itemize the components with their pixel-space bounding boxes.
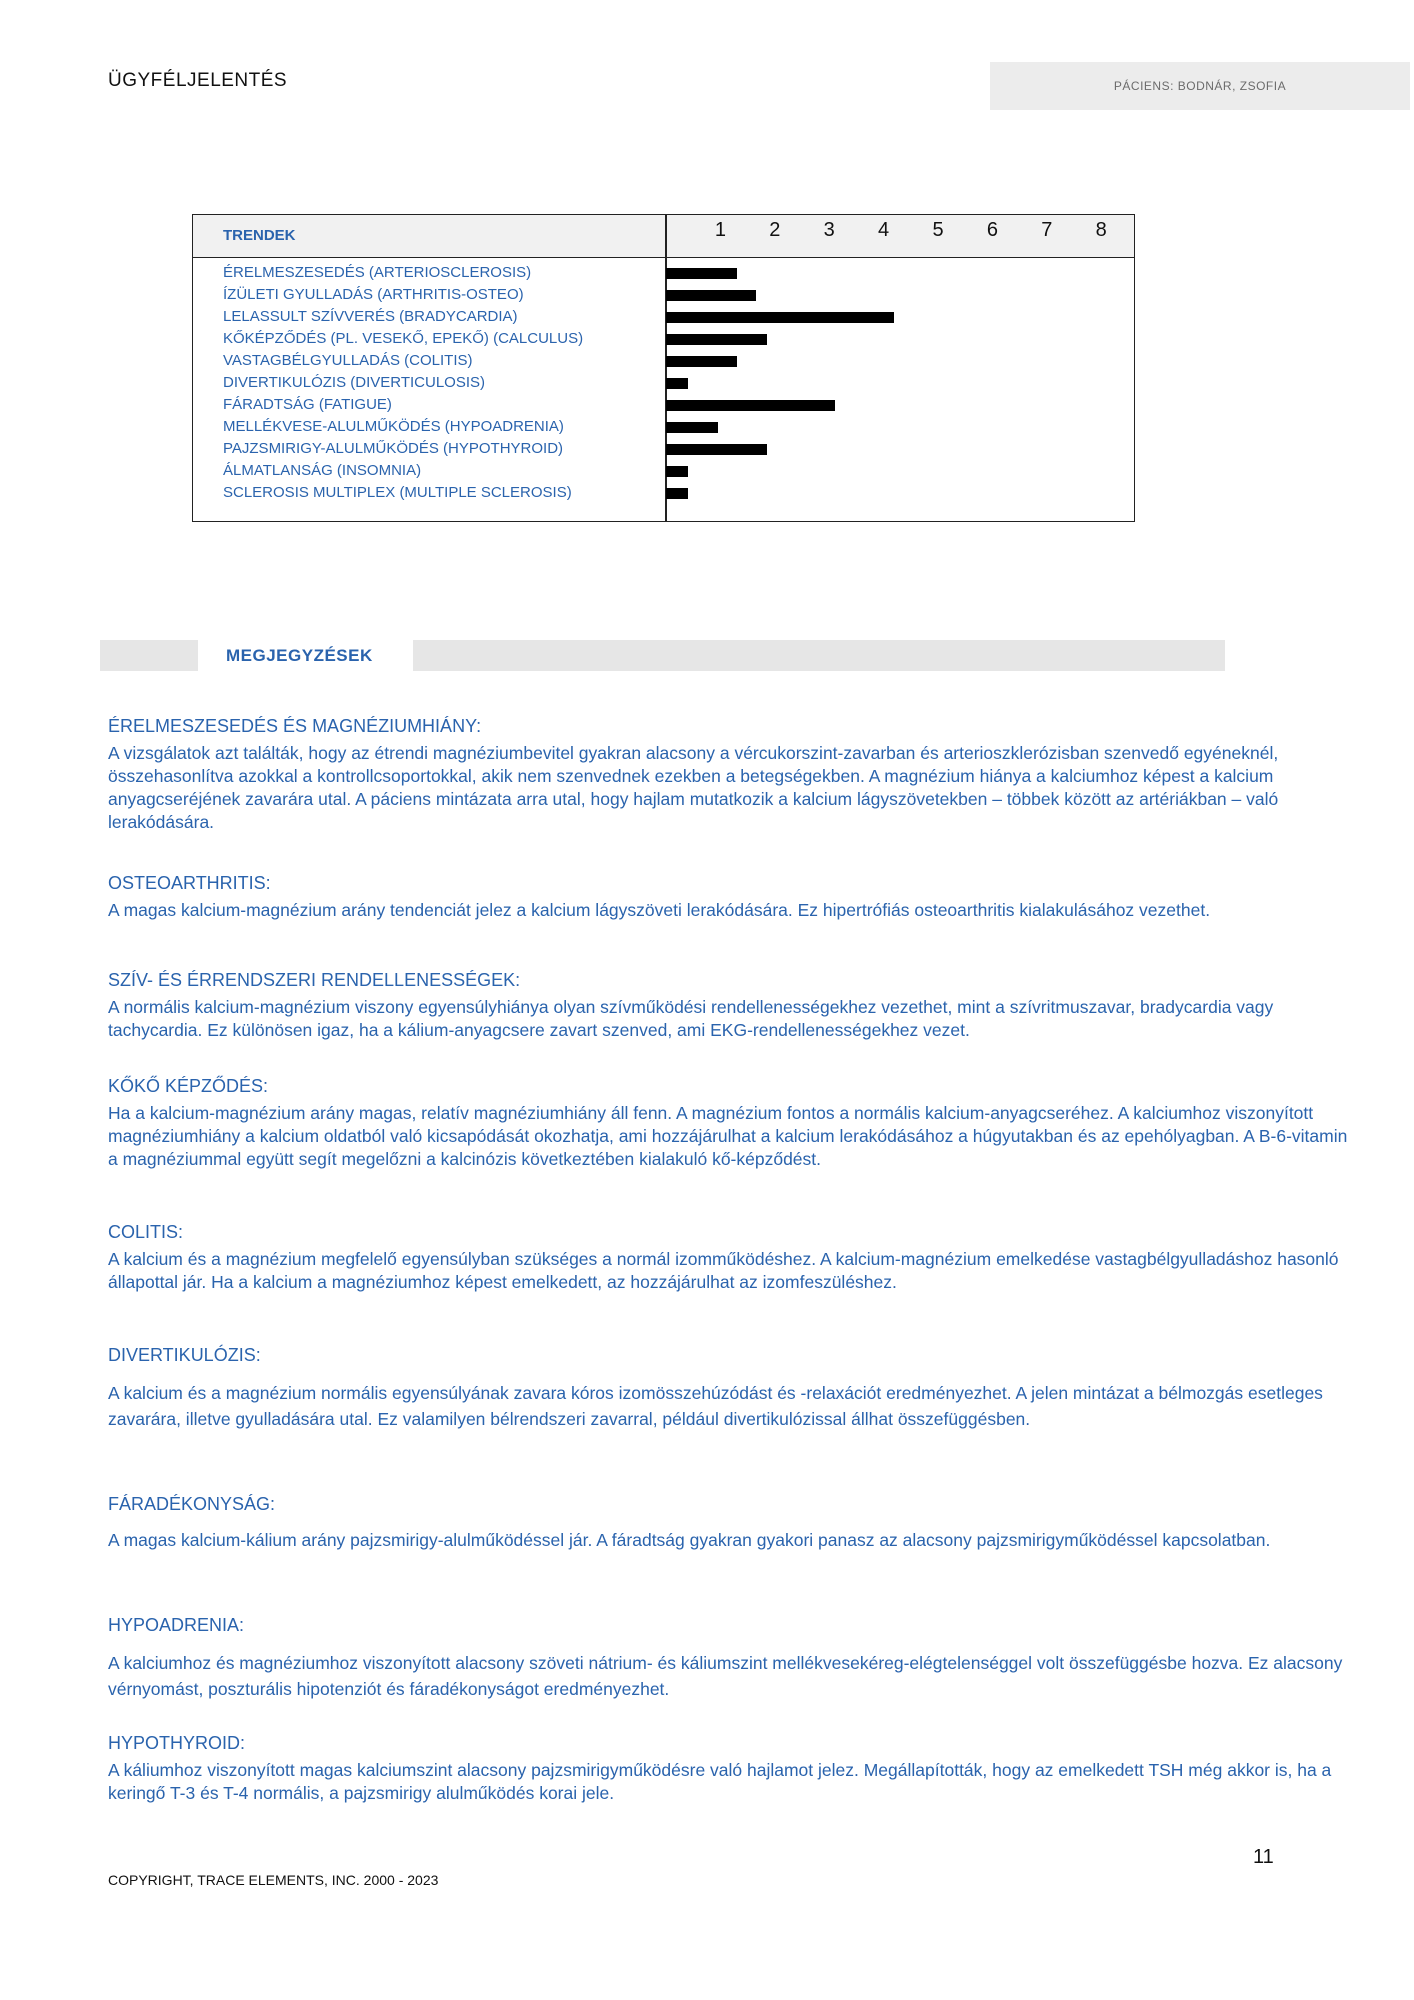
bar	[666, 268, 737, 279]
trend-chart	[192, 214, 1135, 522]
category-label: KŐKÉPZŐDÉS (PL. VESEKŐ, EPEKŐ) (CALCULUS)	[223, 330, 584, 347]
bar	[666, 444, 767, 455]
category-label: VASTAGBÉLGYULLADÁS (COLITIS)	[223, 352, 473, 369]
section-body: Ha a kalcium-magnézium arány magas, relatív magnéziumhiány áll fenn. A magnézium fontos a normális kalcium-anyagcseréhez. A kalciumhoz viszonyított magnéziumhiány a kalcium oldatból való kicsapódását okozhatja, ami hozzájárulhat a kalcium lerakódásához a húgyutakban és az epehólyagban. A B-6-vitamin a magnéziummal együtt segít megelőzni a kalcinózis következtében kialakuló kő-képződést.	[108, 1103, 1348, 1169]
section-body: A kalcium és a magnézium normális egyensúlyának zavara kóros izomösszehúzódást és -relaxációt eredményezhet. A jelen mintázat a bélmozgás esetleges zavarára, illetve gyulladására utal. Ez valamilyen bélrendszeri zavarral, például divertikulózissal állhat összefüggésben.	[108, 1383, 1323, 1429]
bar	[666, 400, 835, 411]
section-body: A vizsgálatok azt találták, hogy az étrendi magnéziumbevitel gyakran alacsony a vércukorszint-zavarban és arterioszklerózisban szenvedő egyéneknél, összehasonlítva azokkal a kontrollcsoportokkal, akik nem szenvednek ezekben a betegségekben. A magnézium hiánya a kalciumhoz képest a kalcium anyagcseréjének zavarára utal. A páciens mintázata arra utal, hogy hajlam mutatkozik a kalcium lágyszövetekben – többek között az artériákban – való lerakódására.	[108, 743, 1279, 832]
patient-name: PÁCIENS: BODNÁR, ZSOFIA	[1113, 79, 1287, 93]
category-label: ÍZÜLETI GYULLADÁS (ARTHRITIS-OSTEO)	[223, 286, 524, 303]
section-body: A káliumhoz viszonyított magas kalciumszint alacsony pajzsmirigyműködésre való hajlamot jelez. Megállapították, hogy az emelkedett TSH még akkor is, ha a keringő T-3 és T-4 normális, a pajzsmirigy alulműködés korai jele.	[108, 1760, 1332, 1803]
section-heading: SZÍV- ÉS ÉRRENDSZERI RENDELLENESSÉGEK:	[108, 970, 521, 990]
note-cardiovascular	[108, 970, 1348, 1042]
bar	[666, 334, 767, 345]
section-heading: HYPOADRENIA:	[108, 1615, 245, 1635]
patient-box	[990, 62, 1410, 110]
notes-heading: MEGJEGYZÉSEK	[226, 646, 373, 665]
note-osteoarthritis	[108, 873, 1348, 922]
x-tick-label: 6	[986, 219, 998, 241]
bar	[666, 378, 688, 389]
note-arteriosclerosis	[108, 716, 1348, 834]
copyright: COPYRIGHT, TRACE ELEMENTS, INC. 2000 - 2023	[108, 1872, 439, 1888]
x-tick-label: 8	[1095, 219, 1107, 241]
category-label: SCLEROSIS MULTIPLEX (MULTIPLE SCLEROSIS)	[223, 484, 572, 501]
x-tick-label: 7	[1041, 219, 1053, 241]
section-heading: FÁRADÉKONYSÁG:	[108, 1494, 276, 1514]
category-label: FÁRADTSÁG (FATIGUE)	[223, 396, 392, 413]
category-label: DIVERTIKULÓZIS (DIVERTICULOSIS)	[223, 374, 485, 391]
bar	[666, 312, 894, 323]
section-body: A normális kalcium-magnézium viszony egyensúlyhiánya olyan szívműködési rendellenességekhez vezethet, mint a szívritmuszavar, bradycardia vagy tachycardia. Ez különösen igaz, ha a kálium-anyagcsere zavart szenved, ami EKG-rendellenességekhez vezet.	[108, 997, 1274, 1040]
section-heading: COLITIS:	[108, 1222, 184, 1242]
section-heading: DIVERTIKULÓZIS:	[108, 1345, 261, 1365]
x-tick-label: 4	[878, 219, 890, 241]
x-tick-label: 3	[823, 219, 835, 241]
section-body: A magas kalcium-magnézium arány tendenciát jelez a kalcium lágyszöveti lerakódására. Ez hipertrófiás osteoarthritis kialakulásához vezethet.	[108, 900, 1211, 920]
section-heading: KŐKŐ KÉPZŐDÉS:	[108, 1076, 269, 1096]
section-body: A magas kalcium-kálium arány pajzsmirigy-alulműködéssel jár. A fáradtság gyakran gyakori panasz az alacsony pajzsmirigyműködéssel kapcsolatban.	[108, 1530, 1271, 1550]
section-body: A kalcium és a magnézium megfelelő egyensúlyban szükséges a normál izomműködéshez. A kalcium-magnézium emelkedése vastagbélgyulladáshoz hasonló állapottal jár. Ha a kalcium a magnéziumhoz képest emelkedett, az hozzájárulhat az izomfeszüléshez.	[108, 1249, 1339, 1292]
category-label: LELASSULT SZÍVVERÉS (BRADYCARDIA)	[223, 308, 518, 325]
page-number: 11	[1253, 1846, 1274, 1868]
category-label: PAJZSMIRIGY-ALULMŰKÖDÉS (HYPOTHYROID)	[223, 440, 564, 457]
category-label: ÉRELMESZESEDÉS (ARTERIOSCLEROSIS)	[223, 264, 532, 281]
note-colitis	[108, 1222, 1348, 1294]
notes-band	[100, 640, 1225, 671]
bar	[666, 290, 756, 301]
note-fatigue	[108, 1494, 1348, 1552]
x-tick-label: 2	[769, 219, 781, 241]
report-title: ÜGYFÉLJELENTÉS	[108, 70, 288, 91]
note-hypoadrenia	[108, 1615, 1348, 1702]
note-hypothyroid	[108, 1733, 1348, 1805]
note-calculus	[108, 1076, 1348, 1171]
section-heading: OSTEOARTHRITIS:	[108, 873, 271, 893]
bar	[666, 488, 688, 499]
category-list	[223, 262, 653, 504]
x-tick-label: 5	[932, 219, 944, 241]
x-tick-label: 1	[714, 219, 726, 241]
section-body: A kalciumhoz és magnéziumhoz viszonyított alacsony szöveti nátrium- és káliumszint mellékvesekéreg-elégtelenséggel volt összefüggésbe hozva. Ez alacsony vérnyomást, poszturális hipotenziót és fáradékonyságot eredményezhet.	[108, 1653, 1343, 1699]
bar	[666, 466, 688, 477]
section-heading: ÉRELMESZESEDÉS ÉS MAGNÉZIUMHIÁNY:	[108, 716, 482, 736]
category-label: MELLÉKVESE-ALULMŰKÖDÉS (HYPOADRENIA)	[223, 418, 564, 435]
category-label: ÁLMATLANSÁG (INSOMNIA)	[223, 462, 422, 479]
bar	[666, 356, 737, 367]
section-heading: HYPOTHYROID:	[108, 1733, 246, 1753]
chart-title: TRENDEK	[223, 227, 296, 244]
bar	[666, 422, 718, 433]
note-diverticulosis	[108, 1345, 1348, 1432]
